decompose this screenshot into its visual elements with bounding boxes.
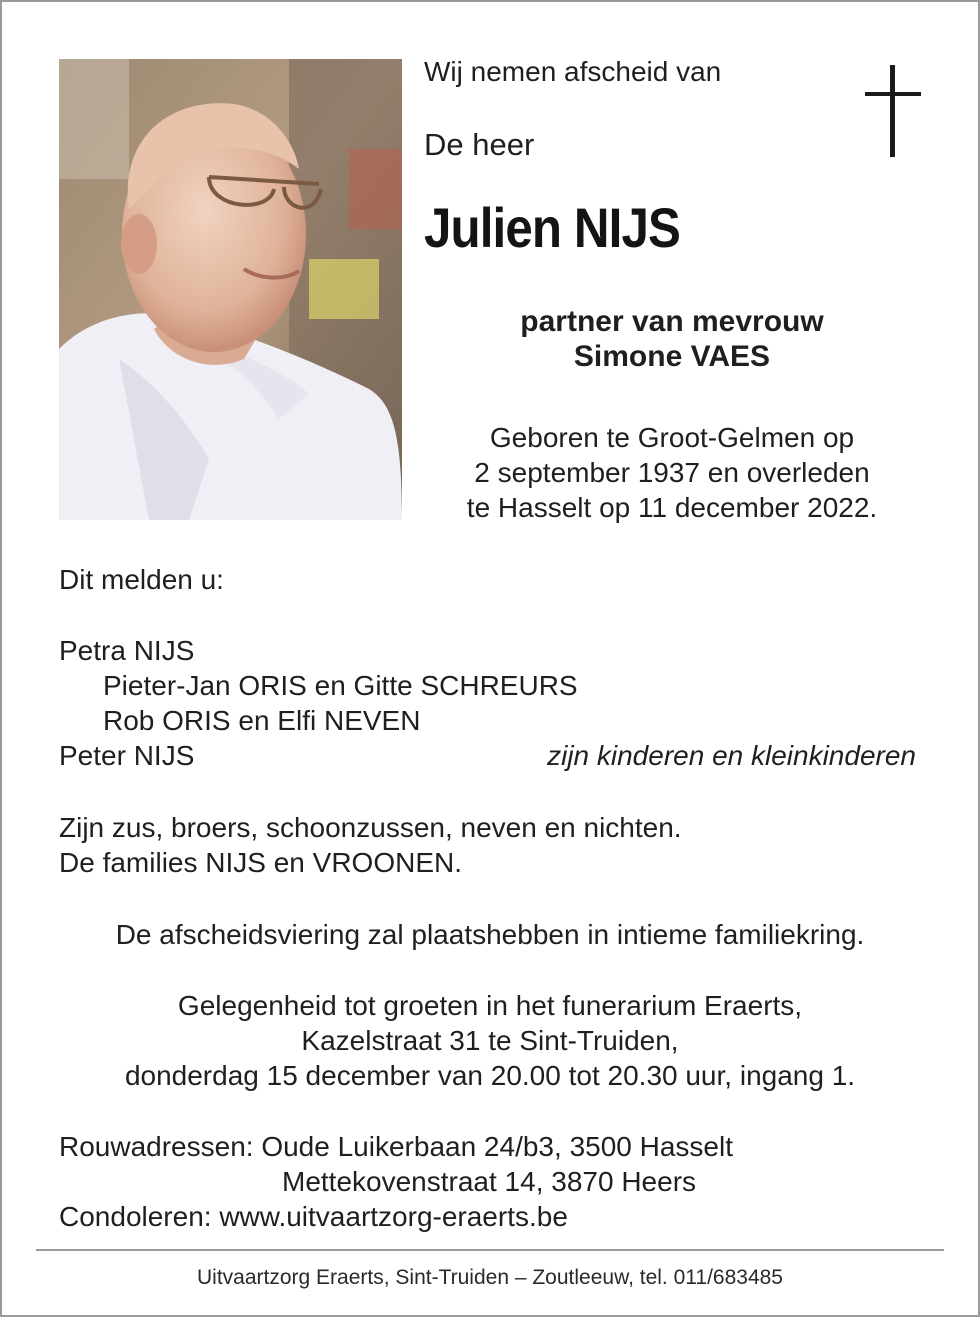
birth-death-block: [424, 420, 920, 525]
footer-text: Uitvaartzorg Eraerts, Sint-Truiden – Zoutleeuw, tel. 011/683485: [197, 1266, 783, 1289]
visitation-line-3: donderdag 15 december van 20.00 tot 20.30 uur, ingang 1.: [124, 1060, 856, 1091]
mourning-address-1: Rouwadressen: Oude Luikerbaan 24/b3, 3500 Hasselt: [59, 1131, 733, 1162]
partner-name: Simone VAES: [573, 340, 771, 373]
partner-block: [424, 304, 920, 374]
cross-icon: [865, 65, 921, 157]
family-member: Peter NIJS: [59, 740, 195, 771]
family-caption: zijn kinderen en kleinkinderen: [547, 740, 916, 771]
announcement-intro: Dit melden u:: [59, 564, 224, 595]
footer-divider: [36, 1249, 944, 1251]
family-member: Pieter-Jan ORIS en Gitte SCHREURS: [103, 670, 578, 701]
family-member: Petra NIJS: [59, 635, 195, 666]
family-member: Rob ORIS en Elfi NEVEN: [103, 705, 421, 736]
mourning-address-2: Mettekovenstraat 14, 3870 Heers: [282, 1166, 697, 1197]
born-line-1: Geboren te Groot-Gelmen op: [489, 422, 855, 453]
ceremony-text: De afscheidsviering zal plaatshebben in intieme familiekring.: [115, 919, 865, 950]
deceased-name: Julien NIJS: [424, 196, 680, 259]
condolences-link[interactable]: Condoleren: www.uitvaartzorg-eraerts.be: [59, 1201, 568, 1232]
partner-line-1: partner van mevrouw: [520, 305, 824, 338]
honorific: De heer: [424, 127, 535, 162]
visitation-line-2: Kazelstraat 31 te Sint-Truiden,: [301, 1025, 679, 1056]
visitation-line-1: Gelegenheid tot groeten in het funerarium Eraerts,: [177, 990, 803, 1021]
portrait-photo: [59, 59, 402, 520]
relatives-line-2: De families NIJS en VROONEN.: [59, 847, 462, 878]
born-line-2: 2 september 1937 en overleden: [474, 457, 870, 488]
relatives-line-1: Zijn zus, broers, schoonzussen, neven en nichten.: [59, 812, 682, 843]
intro-text: Wij nemen afscheid van: [424, 56, 722, 87]
born-line-3: te Hasselt op 11 december 2022.: [466, 492, 878, 523]
